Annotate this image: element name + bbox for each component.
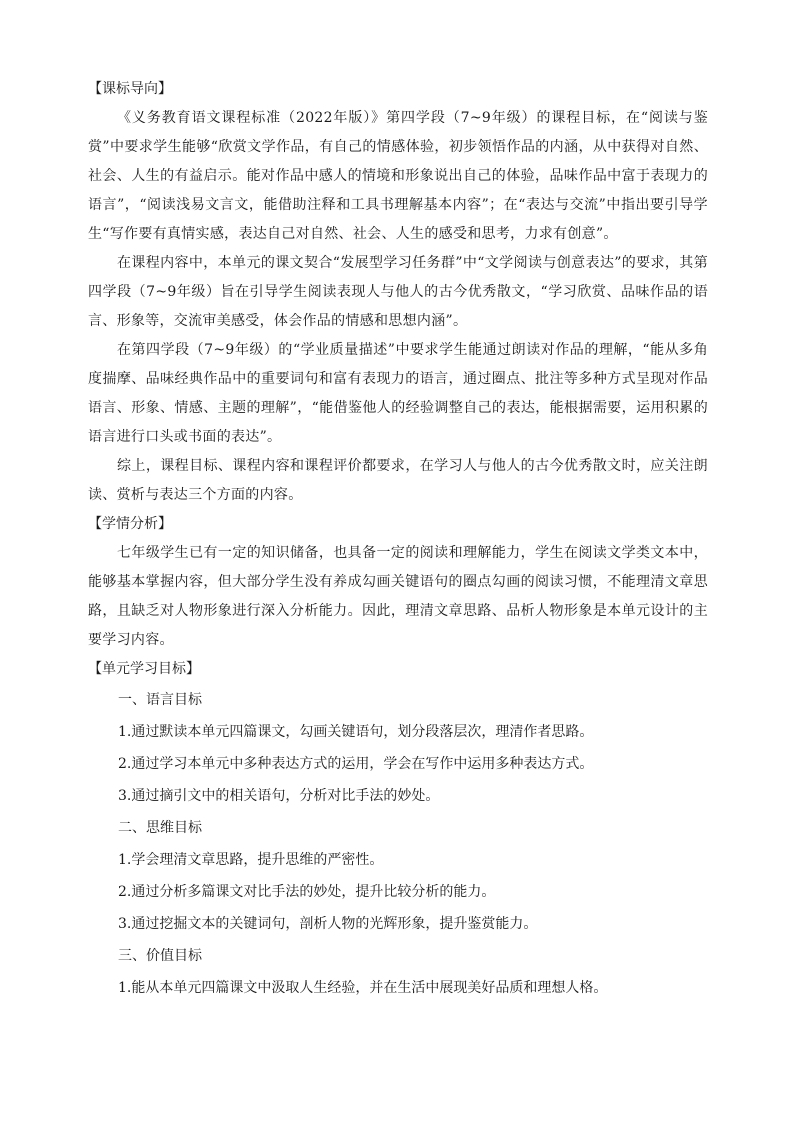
curriculum-paragraph: 在课程内容中，本单元的课文契合“发展型学习任务群”中“文学阅读与创意表达”的要求，其第四学段（7~9年级）旨在引导学生阅读表现人与他人的古今优秀散文，“学习欣赏、品味作品的语言、形象等，交流审美感受，体会作品的情感和思想内涵”。 xyxy=(88,255,708,329)
objective-item: 2.通过分析多篇课文对比手法的妙处，提升比较分析的能力。 xyxy=(118,884,496,900)
curriculum-heading: 【课标导向】 xyxy=(88,81,172,97)
objectives-heading: 【单元学习目标】 xyxy=(88,661,200,677)
objective-item: 3.通过摘引文中的相关语句，分析对比手法的妙处。 xyxy=(118,788,440,804)
language-objectives-title: 一、语言目标 xyxy=(118,692,202,708)
document-page xyxy=(88,75,708,1004)
objective-item: 3.通过挖掘文本的关键词句，剖析人物的光辉形象，提升鉴赏能力。 xyxy=(118,916,538,932)
value-objectives-title: 三、价值目标 xyxy=(118,948,202,964)
objective-item: 1.学会理清文章思路，提升思维的严密性。 xyxy=(118,852,384,868)
curriculum-paragraph: 综上，课程目标、课程内容和课程评价都要求，在学习人与他人的古今优秀散文时，应关注朗读、赏析与表达三个方面的内容。 xyxy=(88,458,708,503)
analysis-paragraph: 七年级学生已有一定的知识储备，也具备一定的阅读和理解能力，学生在阅读文学类文本中，能够基本掌握内容，但大部分学生没有养成勾画关键语句的圈点勾画的阅读习惯，不能理清文章思路，且缺乏对人物形象进行深入分析能力。因此，理清文章思路、品析人物形象是本单元设计的主要学习内容。 xyxy=(88,545,708,648)
objective-item: 1.能从本单元四篇课文中汲取人生经验，并在生活中展现美好品质和理想人格。 xyxy=(118,980,608,996)
objective-item: 1.通过默读本单元四篇课文，勾画关键语句，划分段落层次，理清作者思路。 xyxy=(118,724,594,740)
curriculum-paragraph: 《义务教育语文课程标准（2022年版）》第四学段（7~9年级）的课程目标，在“阅读与鉴赏”中要求学生能够“欣赏文学作品，有自己的情感体验，初步领悟作品的内涵，从中获得对自然、社会、人生的有益启示。能对作品中感人的情境和形象说出自己的体验，品味作品中富于表现力的语言”，“阅读浅易文言文，能借助注释和工具书理解基本内容”；在“表达与交流”中指出要引导学生“写作要有真情实感，表达自己对自然、社会、人生的感受和思考，力求有创意”。 xyxy=(88,110,708,242)
objective-item: 2.通过学习本单元中多种表达方式的运用，学会在写作中运用多种表达方式。 xyxy=(118,756,594,772)
analysis-heading: 【学情分析】 xyxy=(88,516,172,532)
thinking-objectives-title: 二、思维目标 xyxy=(118,820,202,836)
curriculum-paragraph: 在第四学段（7~9年级）的“学业质量描述”中要求学生能通过朗读对作品的理解，“能从多角度揣摩、品味经典作品中的重要词句和富有表现力的语言，通过圈点、批注等多种方式呈现对作品语言、形象、情感、主题的理解”，“能借鉴他人的经验调整自己的表达，能根据需要，运用积累的语言进行口头或书面的表达”。 xyxy=(88,342,708,445)
